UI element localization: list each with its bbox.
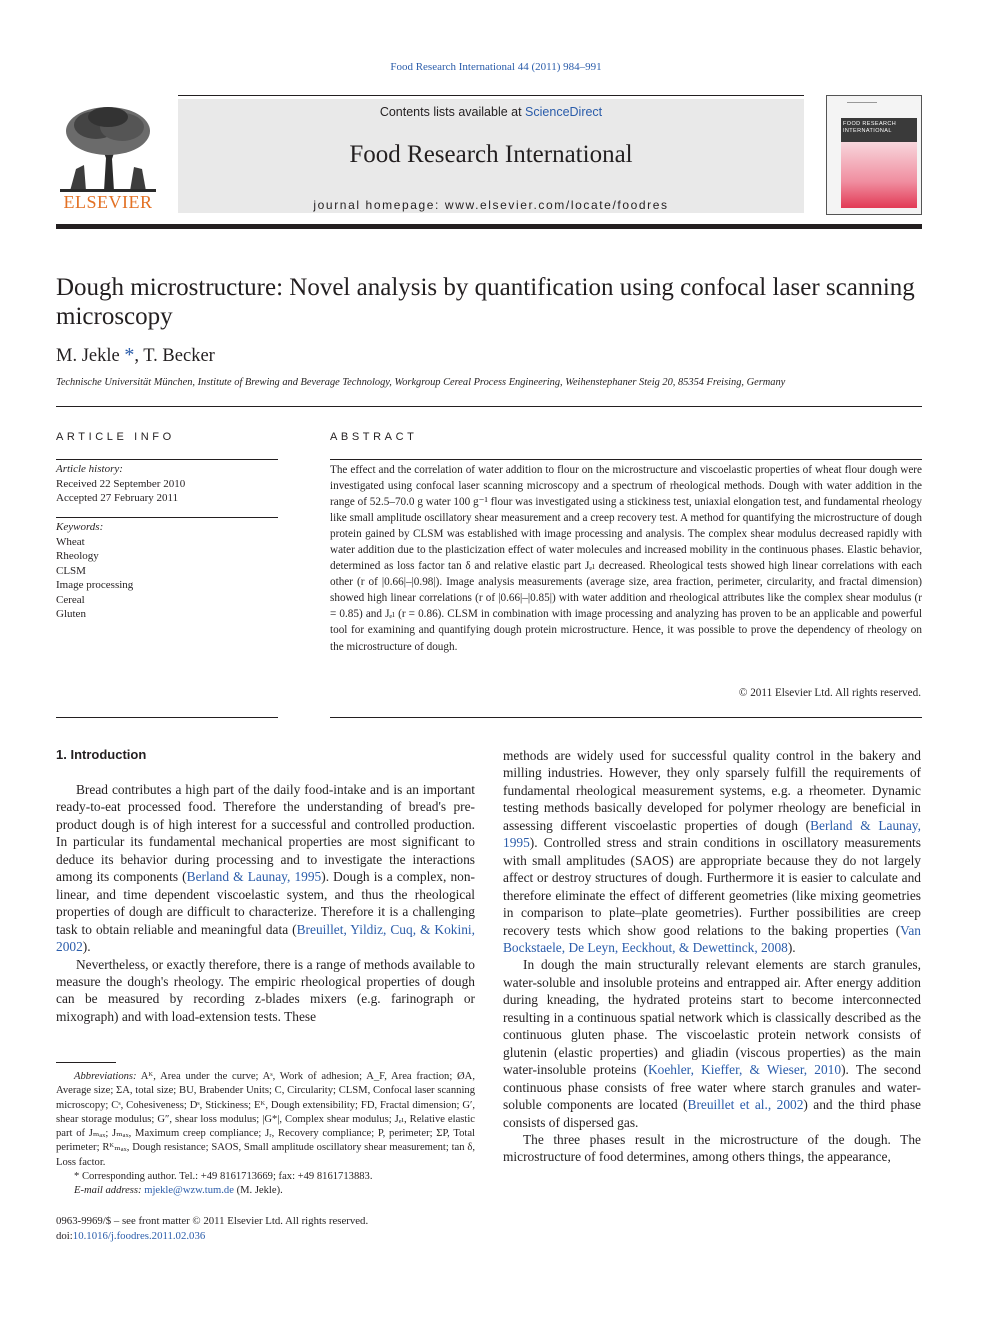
accepted-date: Accepted 27 February 2011 bbox=[56, 492, 179, 504]
abstract-text: The effect and the correlation of water addition to flour on the microstructure and viscoelastic properties of wheat flour dough were investigated using confocal laser scanning microscopy and a spectrum of rheological methods. Dough with water addition in the range of 52.5–70.0 g water 100 g⁻¹ flour was investigated using a stickiness test, uniaxial elongation test, and fundamental rheology like small amplitude oscillatory shear measurement and a creep recovery test. A method for quantifying the microstructure of dough protein gained by CLSM was established with image processing and analysis. The complex shear modulus decreased rapidly with water addition due to the plasticization effect of water molecules and increased mobility in the continuous phases. Elastic behavior, determined as loss factor tan δ and relative elastic part Jₑₗ decreased. Rheological tests showed high linear correlations with each other (r of |0.66|–|0.98|). Image analysis measurements (average size, area fraction, perimeter, circularity, and fractal dimension) showed high linear correlations (r of |0.66|–|0.85|) with water addition and rheological attributes like the complex shear modulus (r = 0.85) and Jₑₗ (r = 0.86). CLSM in combination with image processing and analyzing has proven to be an applicable and powerful tool for examining and quantifying dough protein microstructure. Hence, it was possible to prove the dependency of rheology on the microstructure of dough. bbox=[330, 464, 922, 653]
header-rule bbox=[56, 224, 922, 229]
journal-name: Food Research International bbox=[349, 141, 633, 168]
keyword: Rheology bbox=[56, 550, 99, 562]
footnotes bbox=[56, 1070, 475, 1199]
citation-link[interactable]: Berland & Launay, 1995 bbox=[186, 869, 322, 885]
paragraph: Nevertheless, or exactly therefore, there is a range of methods available to measure the dough's rheology. The empiric rheological properties of dough can be measured by recording z-blades mixers (e.g. farinograph or mixograph) and with load-extension tests. These bbox=[56, 956, 475, 1024]
author-list bbox=[56, 344, 215, 367]
paragraph: methods are widely used for successful quality control in the bakery and milling industries. However, they only sparsely fulfill the requirements of fundamental rheological measurement systems, e.g. a rheometer. Dynamic testing methods basically developed for polymer rheology are beneficial in assessing different viscoelastic properties of dough (Berland & Launay, 1995). Controlled stress and strain conditions in oscillatory measurements with small amplitudes (SAOS) are appropriate because they do not largely affect or destroy structures of dough. Furthermore it is easier to calculate and therefore eliminate the effect of different geometries (like mixing geometries in comparison to plate–plate geometries). Further possibilities are creep recovery tests which show good relations to the baking properties (Van Bockstaele, De Leyn, Eeckhout, & Dewettinck, 2008). bbox=[503, 748, 921, 955]
right-column bbox=[503, 747, 921, 1166]
divider bbox=[330, 459, 922, 460]
journal-citation[interactable]: Food Research International 44 (2011) 984–991 bbox=[390, 61, 602, 73]
paragraph: The three phases result in the microstructure of the dough. The microstructure of food determines, among others things, the appearance, bbox=[503, 1131, 921, 1165]
banner-rule bbox=[178, 95, 804, 96]
masthead bbox=[56, 95, 922, 220]
citation-link[interactable]: Koehler, Kieffer, & Wieser, 2010 bbox=[648, 1062, 842, 1078]
paragraph: In dough the main structurally relevant elements are starch granules, water-soluble and insoluble proteins and entrapped air. After energy addition during kneading, the hydrated proteins start to become interconnected resulting in a continuous spatial network which is classically described as the continuous gluten phase. The viscoelastic protein network consists of glutenin (elastic properties) and gliadin (viscous properties) as the main water-insoluble proteins (Koehler, Kieffer, & Wieser, 2010). The second continuous phase consists of free water where starch granules and water-soluble components are located (Breuillet et al., 2002) and the third phase consists of dispersed gas. bbox=[503, 957, 922, 1130]
article-history bbox=[56, 462, 278, 506]
cover-title: FOOD RESEARCH INTERNATIONAL bbox=[843, 121, 897, 134]
citation-link[interactable]: Breuillet et al., 2002 bbox=[687, 1097, 804, 1113]
journal-homepage-link[interactable]: journal homepage: www.elsevier.com/locate/foodres bbox=[313, 198, 669, 212]
elsevier-wordmark: ELSEVIER bbox=[63, 192, 153, 212]
author-name: , T. Becker bbox=[134, 346, 215, 366]
left-column bbox=[56, 781, 475, 1025]
journal-cover-thumbnail[interactable] bbox=[826, 95, 922, 215]
divider bbox=[56, 406, 922, 407]
contents-line bbox=[178, 105, 804, 119]
divider bbox=[56, 459, 278, 460]
elsevier-tree-logo[interactable] bbox=[56, 103, 160, 215]
email-footnote: E-mail address: mjekle@wzw.tum.de (M. Jekle). bbox=[74, 1185, 283, 1197]
cover-image bbox=[841, 142, 917, 208]
issn-line: 0963-9969/$ – see front matter © 2011 Elsevier Ltd. All rights reserved. bbox=[56, 1215, 369, 1227]
article-title: Dough microstructure: Novel analysis by quantification using confocal laser scanning microscopy bbox=[56, 274, 915, 330]
abbreviations-footnote: Abbreviations: Aᴷ, Area under the curve; Aˢ, Work of adhesion; A_F, Area fraction; ØA, Average size; ΣA, total size; BU, Brabender Units; C, Circularity; CLSM, Confocal laser scanning microscopy; Cˢ, Cohesiveness; Dˢ, Stickiness; Eᴷ, Dough extensibility; FD, Fractal dimension; G′, shear storage modulus; G″, shear loss modulus; |G*|, Complex shear modulus; Jₑₗ, Relative elastic part of Jₘₐₓ; Jₘₐₓ, Maximum creep compliance; Jᵣ, Recovery compliance; P, perimeter; ΣP, Total perimeter; Rᴷₘₐₓ, Dough resistance; SAOS, Small amplitude oscillatory shear measurement; tan δ, Loss factor. bbox=[56, 1071, 475, 1168]
section-heading: 1. Introduction bbox=[56, 747, 147, 762]
journal-banner bbox=[178, 99, 804, 213]
keywords-label: Keywords: bbox=[56, 521, 104, 533]
sciencedirect-link[interactable]: ScienceDirect bbox=[525, 105, 603, 119]
cover-line bbox=[847, 102, 877, 103]
divider bbox=[330, 717, 922, 718]
divider bbox=[56, 517, 278, 518]
keyword: CLSM bbox=[56, 564, 86, 577]
author-name: M. Jekle bbox=[56, 346, 120, 366]
divider bbox=[56, 717, 278, 718]
corresponding-author-marker[interactable]: * bbox=[124, 344, 135, 366]
paragraph: Bread contributes a high part of the daily food-intake and is an important ready-to-eat processed food. Therefore the understanding of bread's pre-product dough is of high interest for a successful and controlled production. In particular its fundamental mechanical properties are most significant to deduce its behavior during processing and to investigate the interactions among its components (Berland & Launay, 1995). Dough is a complex, non-linear, and time dependent viscoelastic system, and thus the rheological properties of dough are difficult to characterize. Therefore it is a challenging task to obtain reliable and meaningful data (Breuillet, Yildiz, Cuq, & Kokini, 2002). bbox=[56, 782, 475, 955]
tree-icon bbox=[56, 103, 160, 195]
keyword: Cereal bbox=[56, 593, 85, 606]
keyword: Image processing bbox=[56, 579, 134, 591]
citation-link[interactable]: Van Bockstaele, De Leyn, Eeckhout, & Dewettinck, 2008 bbox=[503, 922, 921, 955]
history-label: Article history: bbox=[56, 463, 123, 475]
doi-link[interactable]: 10.1016/j.foodres.2011.02.036 bbox=[72, 1229, 206, 1242]
publication-meta bbox=[56, 1214, 368, 1243]
keyword: Gluten bbox=[56, 608, 86, 620]
article-info-heading: ARTICLE INFO bbox=[56, 431, 175, 443]
keyword: Wheat bbox=[56, 535, 85, 548]
citation-link[interactable]: Berland & Launay, 1995 bbox=[503, 817, 921, 851]
footnote-divider bbox=[56, 1062, 116, 1063]
citation-link[interactable]: Breuillet, Yildiz, Cuq, & Kokini, 2002 bbox=[56, 921, 475, 955]
keywords bbox=[56, 520, 278, 622]
corresponding-author-footnote: * Corresponding author. Tel.: +49 8161713669; fax: +49 8161713883. bbox=[74, 1171, 373, 1183]
email-link[interactable]: mjekle@wzw.tum.de bbox=[144, 1185, 234, 1197]
affiliation: Technische Universität München, Institute of Brewing and Beverage Technology, Workgroup Cereal Process Engineering, Weihenstephaner Steig 20, 85354 Freising, Germany bbox=[56, 377, 786, 388]
doi-line: doi:10.1016/j.foodres.2011.02.036 bbox=[56, 1229, 206, 1242]
received-date: Received 22 September 2010 bbox=[56, 477, 186, 490]
contents-prefix: Contents lists available at bbox=[379, 105, 526, 119]
abstract-heading: ABSTRACT bbox=[330, 431, 418, 443]
copyright-line: © 2011 Elsevier Ltd. All rights reserved. bbox=[738, 687, 921, 699]
